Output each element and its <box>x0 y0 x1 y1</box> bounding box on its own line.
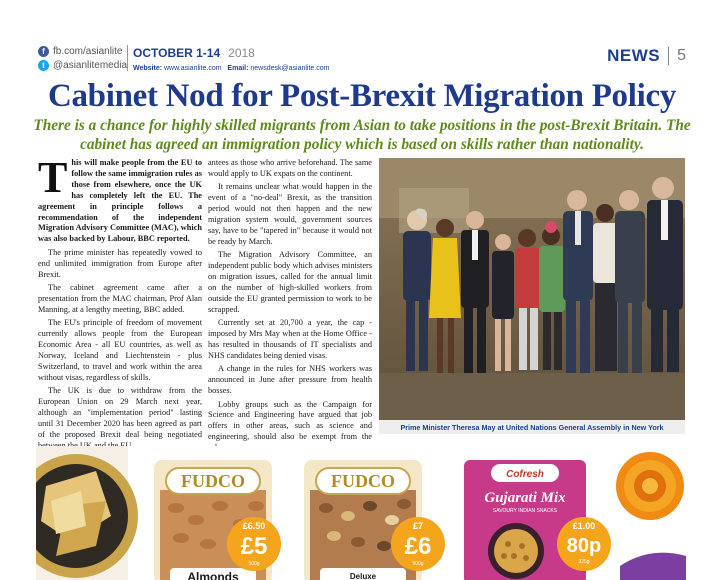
lead-text: his will make people from the EU to follow the same immigration rules as those from elsewhere, once the UK has completely left the EU. The agreement in principle follows a recommendation of the independent Migration Advisory Committee (MAC), which was also backed by Labour, BBC reported. <box>38 158 202 244</box>
group-photo-illustration <box>379 158 685 420</box>
email-label: Email: <box>227 65 249 72</box>
price-badge-3 <box>557 517 611 571</box>
masthead-divider <box>127 45 128 71</box>
decorative-tray-left <box>36 446 138 580</box>
section-name: NEWS <box>607 46 661 65</box>
body-paragraph: The EU's principle of freedom of movement currently allows people from the European Economic Area - all EU countries, as well as Norway, Iceland and Liechtenstein - plus Switzerland, to travel and work within the area without visas, regardless of skills. <box>38 318 202 382</box>
drop-cap: T <box>38 153 68 202</box>
product-2-new-price: £6 <box>404 533 432 560</box>
page-number: 5 <box>677 47 686 64</box>
facebook-link[interactable] <box>38 44 128 58</box>
article-headline: Cabinet Nod for Post-Brexit Migration Policy <box>47 78 677 114</box>
product-3-weight: 325g <box>578 559 590 565</box>
product-2-old-price: £7 <box>412 521 424 531</box>
advertisement-strip[interactable] <box>36 446 686 580</box>
product-1-weight: 500g <box>248 561 260 567</box>
product-3-tag: SAVOURY INDIAN SNACKS <box>492 508 558 514</box>
article-subhead: There is a chance for highly skilled migrants from Asian to take positions in the post-Brexit Britain. The cabinet has agreed an immigration policy which is based on skills rather than nationality. <box>33 117 691 153</box>
body-paragraph: The UK is due to withdraw from the European Union on 29 March next year, although an "implementation period" lasting until 31 December 2020 has been agreed as part of the proposed Brexit deal being negotiated <box>38 386 202 439</box>
section-label <box>607 46 686 66</box>
twitter-handle: @asianlitemedia <box>53 59 128 71</box>
article-column-1 <box>38 153 202 478</box>
body-paragraph: Currently set at 20,700 a year, the cap - imposed by Mrs May when at the Home Office - has resulted in thousands of IT specialists and NHS candidates being denied visas. <box>208 318 372 360</box>
website-label: Website: <box>133 65 163 72</box>
marigold-flower-decoration <box>616 452 686 580</box>
facebook-handle: fb.com/asianlite <box>53 45 123 57</box>
body-paragraph: The Migration Advisory Committee, an independent public body which advises ministers on migration issues, called for the annual limit on the number of high-skilled workers from outside the EU granted permission to work to be scrapped. <box>208 250 372 314</box>
social-links <box>38 44 128 72</box>
price-badge-2 <box>391 517 445 571</box>
issue-contact <box>133 65 329 72</box>
section-divider <box>668 47 669 65</box>
product-1-name: Almonds <box>187 570 239 580</box>
body-paragraph: antees as those who arrive beforehand. The same would apply to UK expats on the continent. <box>208 158 372 178</box>
issue-year: 2018 <box>228 46 255 60</box>
issue-date: OCTOBER 1-14 <box>133 46 221 60</box>
email-link[interactable]: newsdesk@asianlite.com <box>250 65 330 72</box>
advert-artwork <box>36 446 686 580</box>
price-badge-1 <box>227 517 281 571</box>
twitter-icon: t <box>38 60 49 71</box>
body-paragraph: The cabinet agreement came after a presentation from the MAC chairman, Prof Alan Manning, at a lengthy meeting, BBC added. <box>38 282 202 314</box>
product-3-old-price: £1.00 <box>572 521 596 531</box>
body-paragraph: The prime minister has repeatedly vowed to end unlimited immigration from Europe after Brexit. <box>38 247 202 279</box>
issue-info <box>133 44 329 72</box>
product-1-old-price: £6.50 <box>242 521 266 531</box>
product-2-brand: FUDCO <box>331 471 395 491</box>
product-3-name: Gujarati Mix <box>484 490 566 506</box>
product-1-new-price: £5 <box>240 533 268 560</box>
product-1-brand: FUDCO <box>181 471 245 491</box>
lead-paragraph <box>38 153 202 245</box>
product-3-brand: Cofresh <box>506 469 544 480</box>
website-link[interactable]: www.asianlite.com <box>164 65 222 72</box>
photo-caption: Prime Minister Theresa May at United Nations General Assembly in New York <box>379 420 685 434</box>
product-3-new-price: 80p <box>566 535 602 557</box>
product-2-name: Deluxe <box>349 572 377 580</box>
twitter-link[interactable] <box>38 58 128 72</box>
article-photo <box>379 158 685 420</box>
facebook-icon: f <box>38 46 49 57</box>
masthead <box>38 44 686 74</box>
body-paragraph: It remains unclear what would happen in the event of a "no-deal" Brexit, as the transition period would not then happen and the new migration system would, government sources say, have to be "tapered in" because it would not be ready by March. <box>208 182 372 246</box>
product-2-weight: 500g <box>412 561 424 567</box>
body-paragraph: Lobby groups such as the Campaign for Science and Engineering have argued that job offers in other areas, such as science and engineering, should also be exempt from the <box>208 399 372 442</box>
body-paragraph: A change in the rules for NHS workers was announced in June after pressure from health bosses. <box>208 364 372 396</box>
